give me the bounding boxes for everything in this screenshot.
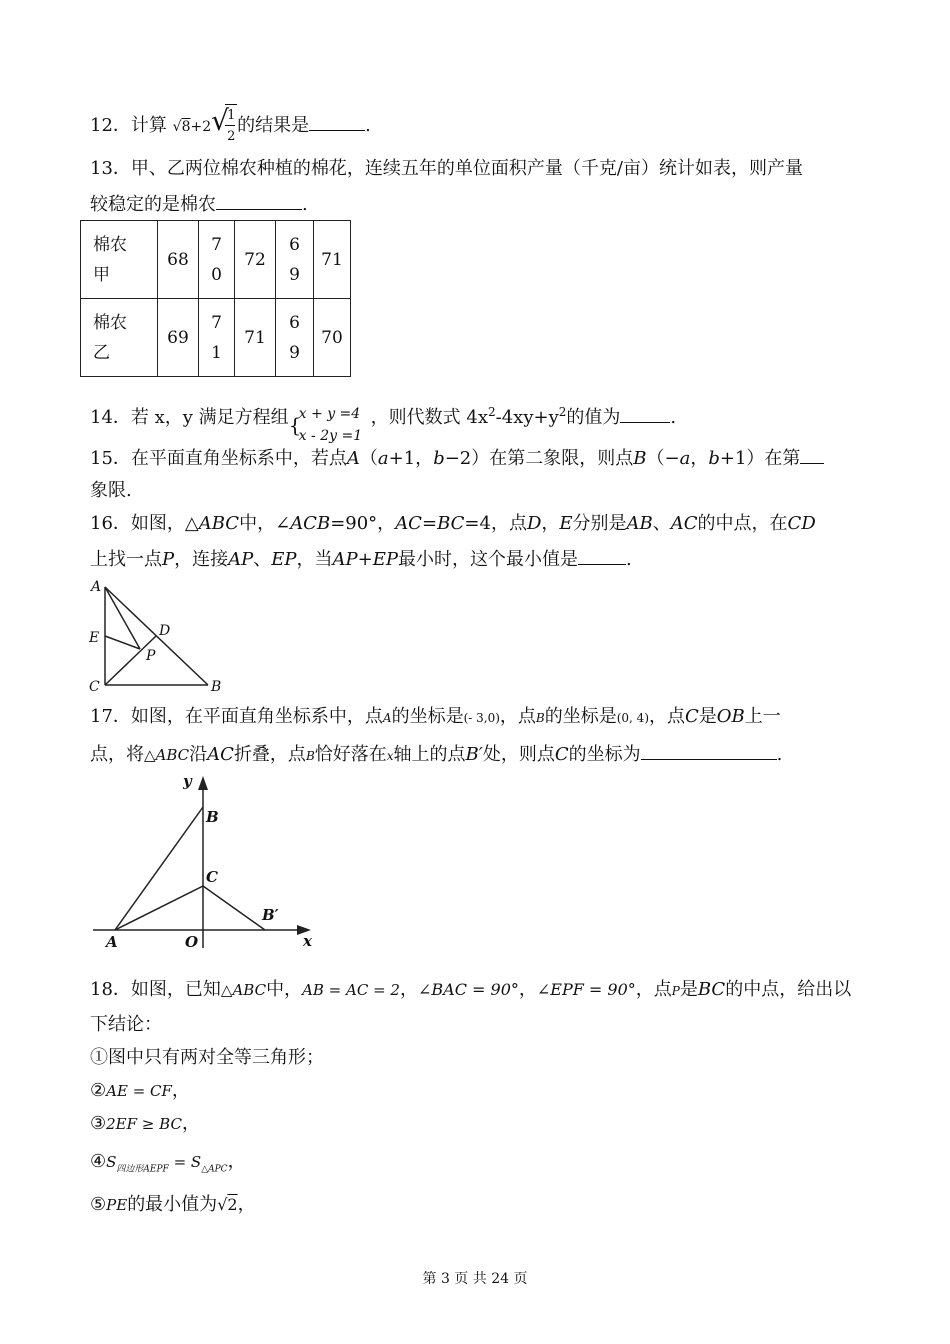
q13-line1: 13．甲、乙两位棉农种植的棉花，连续五年的单位面积产量（千克/亩）统计如表，则产量 [90,158,803,179]
q15-line2: 象限. [90,480,132,501]
yield-table [80,220,351,377]
answer-blank[interactable] [800,446,824,464]
sqrt-8: √8 [172,119,191,135]
label-x: x [303,932,312,950]
q18-conclusion-3: ③2EF ≥ BC， [90,1113,200,1134]
label-y: y [183,772,192,790]
table-row: 棉农 甲 68 7 0 72 6 9 71 [81,221,351,299]
label-P: P [146,648,156,664]
label-D: D [159,623,171,639]
label-E: E [89,630,100,646]
answer-blank[interactable] [578,547,626,565]
answer-blank[interactable] [641,742,777,760]
q18-line1: 18．如图，已知△ABC中，AB = AC = 2，∠BAC = 90°，∠EPF = 90°，点P是BC的中点，给出以 [90,979,852,1000]
q13-line2: 较稳定的是棉农 . [90,194,308,215]
label-C: C [206,868,218,886]
q16-triangle-figure [85,575,235,697]
label-O: O [185,933,199,951]
q17-line2: 点，将△ABC沿AC折叠，点B恰好落在x轴上的点B′处，则点C的坐标为 . [90,744,783,765]
q18-conclusion-2: ②AE = CF， [90,1080,190,1101]
y-axis-arrow-icon [198,776,208,790]
label-Bprime: B′ [262,906,279,924]
label-C: C [89,679,100,695]
q16-line1: 16．如图，△ABC中，∠ACB=90°，AC=BC=4，点D，E分别是AB、AC的中点，在CD [90,513,816,534]
q17-coordinate-figure [85,770,325,955]
answer-blank[interactable] [620,405,670,423]
q15-line1: 15．在平面直角坐标系中，若点A（a+1，b−2）在第二象限，则点B（−a，b+1）在第 [90,446,824,470]
answer-blank[interactable] [216,192,302,210]
table-row: 棉农 乙 69 7 1 71 6 9 70 [81,299,351,377]
q18-conclusion-4: $④S_{四边形AEPF} = S_{\triangle APC}$， [90,1151,246,1175]
equation-system: { x + y =4 x - 2y =1 [288,406,363,444]
label-B: B [206,808,219,826]
sqrt-half: √ 1 2 [211,104,236,144]
q18-line2: 下结论： [90,1014,162,1035]
page-footer: 第 3 页 共 24 页 [422,1271,528,1287]
answer-blank[interactable] [309,113,365,131]
label-A: A [91,579,102,595]
q18-conclusion-1: ①图中只有两对全等三角形； [90,1047,324,1068]
label-A: A [106,933,118,951]
q18-conclusion-5: ⑤PE的最小值为√2， [90,1194,256,1215]
q16-line2: 上找一点P，连接AP、EP，当AP+EP最小时，这个最小值是 . [90,549,632,570]
q17-line1: 17．如图，在平面直角坐标系中，点A的坐标是(- 3,0)，点B的坐标是(0, 4)，点C是OB上一 [90,706,781,727]
q14: 14．若 x，y 满足方程组 { x + y =4 x - 2y =1 ，则代数式 $4x^2-4xy+y^2$的值为 . [90,392,676,438]
label-B: B [211,679,222,695]
q12: 12．计算 √8+2 √ 1 2 的结果是 . [90,104,371,144]
